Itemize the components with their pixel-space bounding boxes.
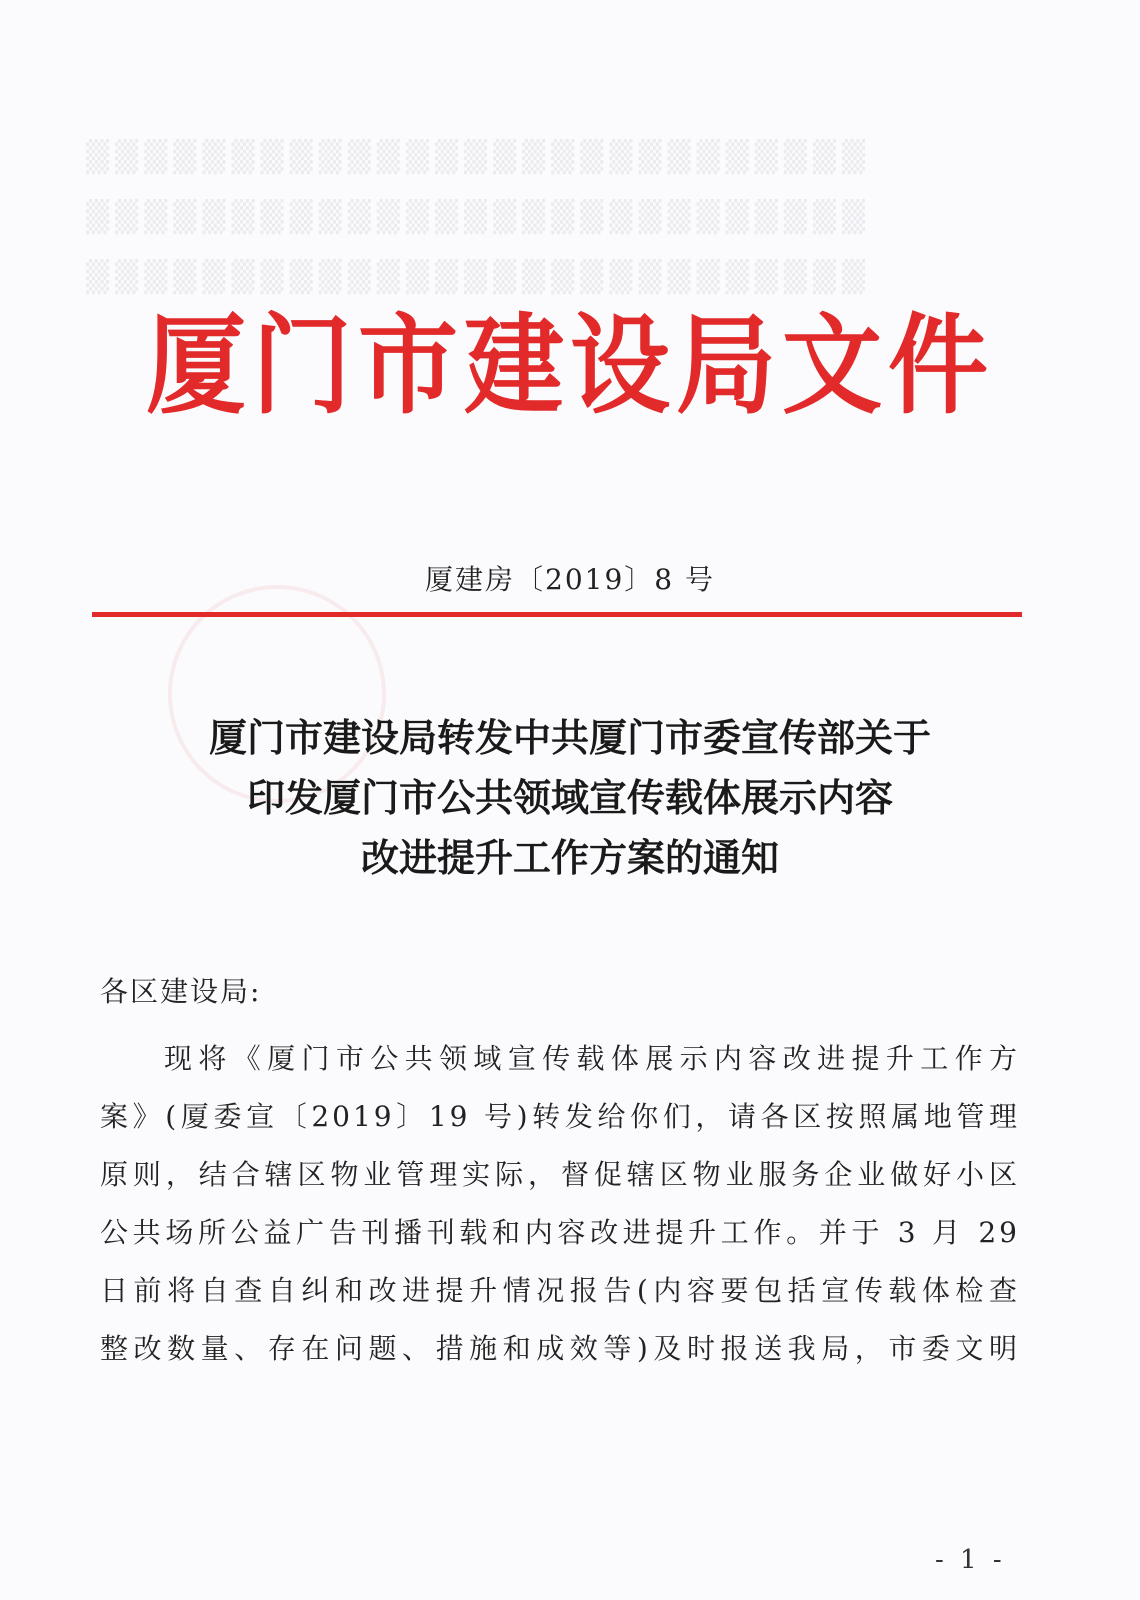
body-line: 公共场所公益广告刊播刊载和内容改进提升工作。并于 3 月 29	[100, 1216, 1020, 1249]
notice-title-line: 改进提升工作方案的通知	[360, 835, 779, 880]
red-divider-rule	[92, 612, 1022, 617]
body-line: 现将《厦门市公共领域宣传载体展示内容改进提升工作方	[164, 1042, 1020, 1075]
body-line: 原则，结合辖区物业管理实际，督促辖区物业服务企业做好小区	[100, 1158, 1020, 1191]
show-through-line: ▒▒▒▒▒▒▒▒▒▒▒▒▒▒▒▒▒▒▒▒▒▒▒▒▒▒▒	[80, 260, 865, 295]
page-number: - 1 -	[935, 1545, 1006, 1575]
document-number: 厦建房〔2019〕8 号	[425, 563, 715, 596]
show-through-line: ▒▒▒▒▒▒▒▒▒▒▒▒▒▒▒▒▒▒▒▒▒▒▒▒▒▒▒	[80, 200, 865, 235]
body-line: 日前将自查自纠和改进提升情况报告(内容要包括宣传载体检查	[100, 1274, 1020, 1307]
body-paragraph	[100, 1030, 1020, 1378]
notice-title-line: 厦门市建设局转发中共厦门市委宣传部关于	[208, 715, 931, 760]
notice-title	[0, 708, 1140, 888]
notice-title-line: 印发厦门市公共领域宣传载体展示内容	[246, 775, 893, 820]
masthead-title: 厦门市建设局文件	[146, 301, 994, 429]
show-through-line: ▒▒▒▒▒▒▒▒▒▒▒▒▒▒▒▒▒▒▒▒▒▒▒▒▒▒▒	[80, 140, 865, 175]
body-line: 案》(厦委宣〔2019〕19 号)转发给你们，请各区按照属地管理	[100, 1100, 1020, 1133]
salutation: 各区建设局:	[100, 975, 262, 1008]
body-line: 整改数量、存在问题、措施和成效等)及时报送我局，市委文明	[100, 1332, 1020, 1365]
